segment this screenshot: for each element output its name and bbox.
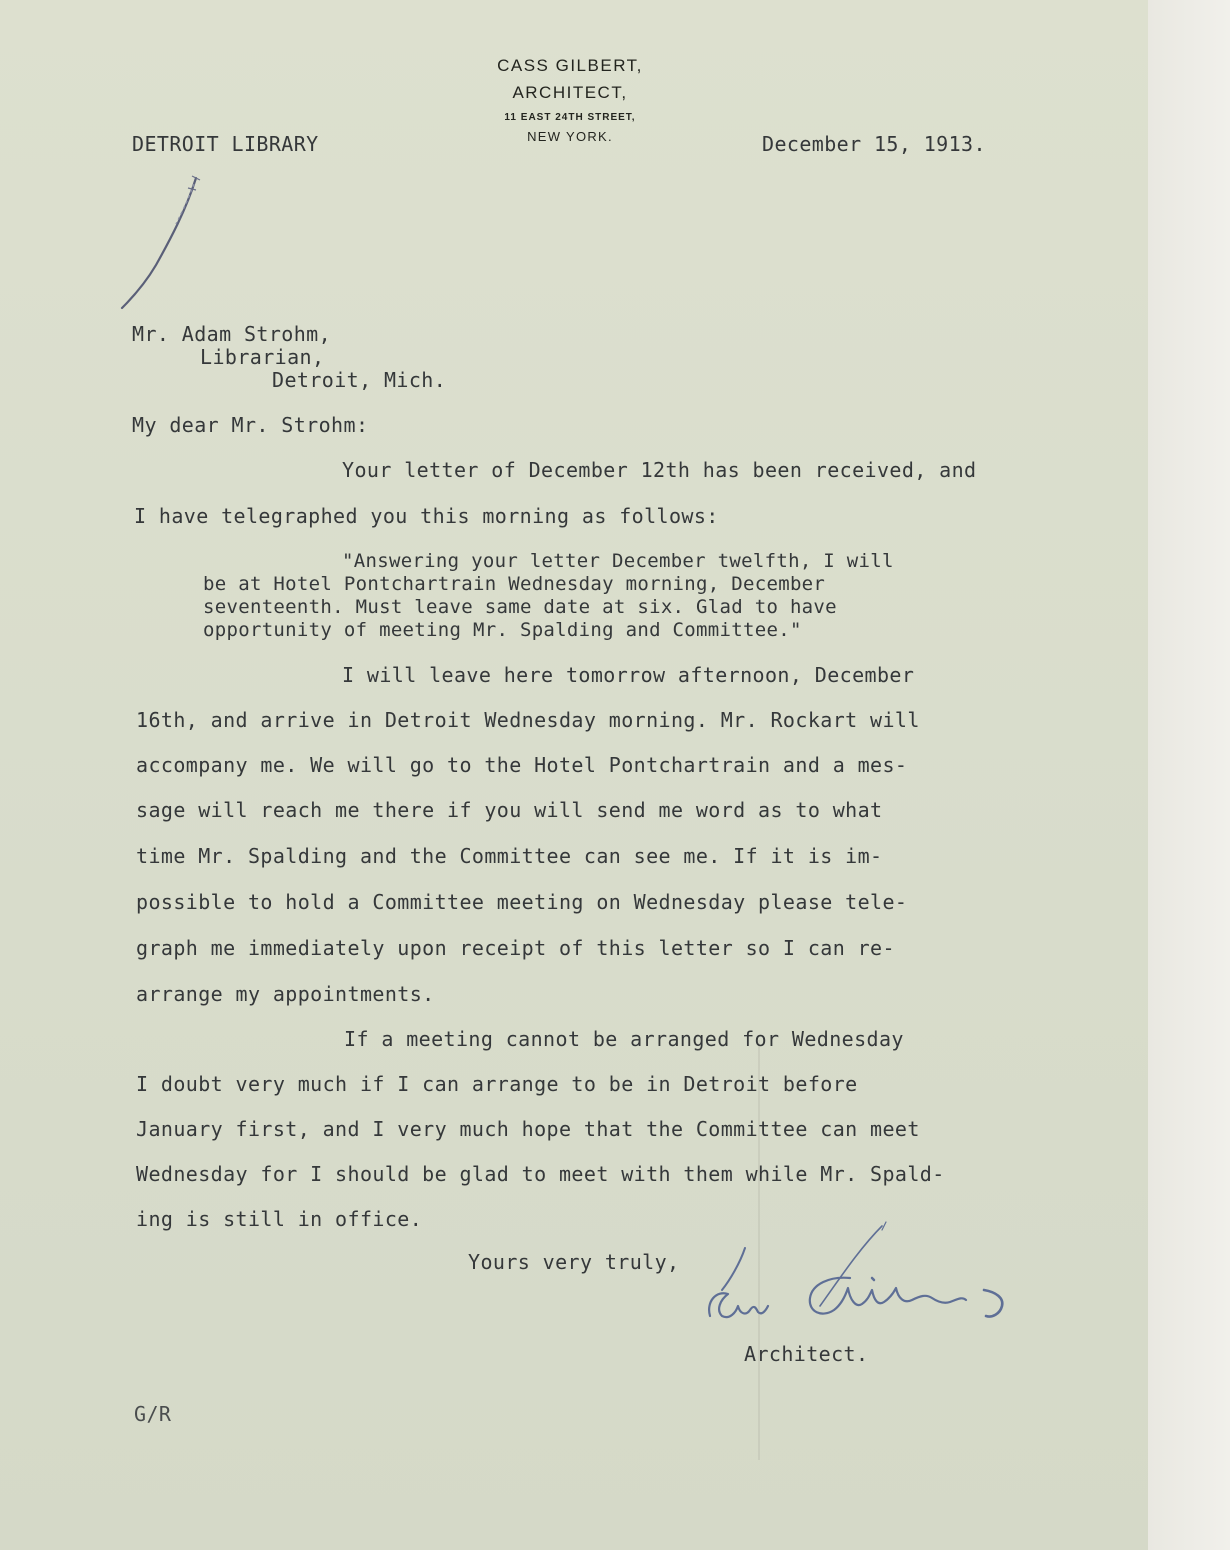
letterhead-city: NEW YORK. (527, 129, 613, 144)
letterhead (440, 52, 700, 148)
paragraph2-line: sage will reach me there if you will send me word as to what (136, 798, 883, 822)
recipient-position: Librarian, (200, 345, 325, 369)
paragraph2-line: accompany me. We will go to the Hotel Pontchartrain and a mes- (136, 753, 908, 777)
letterhead-name: CASS GILBERT, (497, 56, 643, 75)
paragraph2-line: time Mr. Spalding and the Committee can see me. If it is im- (136, 844, 883, 868)
salutation: My dear Mr. Strohm: (132, 413, 369, 437)
handwritten-signature (700, 1218, 1030, 1328)
paragraph2-line: graph me immediately upon receipt of this letter so I can re- (136, 936, 895, 960)
paragraph2-line: arrange my appointments. (136, 982, 435, 1006)
paragraph2-line: 16th, and arrive in Detroit Wednesday morning. Mr. Rockart will (136, 708, 920, 732)
paragraph3-line: ing is still in office. (136, 1207, 423, 1231)
paragraph3-line: Wednesday for I should be glad to meet with them while Mr. Spald- (136, 1162, 945, 1186)
paragraph3-line: January first, and I very much hope that the Committee can meet (136, 1117, 920, 1141)
paragraph3-line: I doubt very much if I can arrange to be in Detroit before (136, 1072, 858, 1096)
telegram-line: "Answering your letter December twelfth, I will (342, 550, 894, 572)
telegram-line: opportunity of meeting Mr. Spalding and Committee." (203, 619, 802, 641)
letterhead-title: ARCHITECT, (512, 83, 628, 102)
telegram-line: be at Hotel Pontchartrain Wednesday morning, December (203, 573, 826, 595)
recipient-name: Mr. Adam Strohm, (132, 322, 332, 346)
paragraph2-line: I will leave here tomorrow afternoon, December (342, 663, 915, 687)
signature-title: Architect. (744, 1342, 869, 1366)
background-edge (1148, 0, 1230, 1550)
file-label: DETROIT LIBRARY (132, 132, 319, 156)
paragraph1-line: I have telegraphed you this morning as follows: (134, 504, 719, 528)
letterhead-address: 11 EAST 24TH STREET, (504, 112, 636, 123)
typist-initials: G/R (134, 1402, 172, 1426)
paragraph3-line: If a meeting cannot be arranged for Wednesday (344, 1027, 904, 1051)
closing: Yours very truly, (468, 1250, 680, 1274)
letter-date: December 15, 1913. (762, 132, 986, 156)
pencil-check-mark (108, 170, 208, 315)
recipient-city: Detroit, Mich. (272, 368, 447, 392)
paragraph2-line: possible to hold a Committee meeting on Wednesday please tele- (136, 890, 908, 914)
telegram-line: seventeenth. Must leave same date at six. Glad to have (203, 596, 837, 618)
paragraph1-line: Your letter of December 12th has been received, and (342, 458, 977, 482)
